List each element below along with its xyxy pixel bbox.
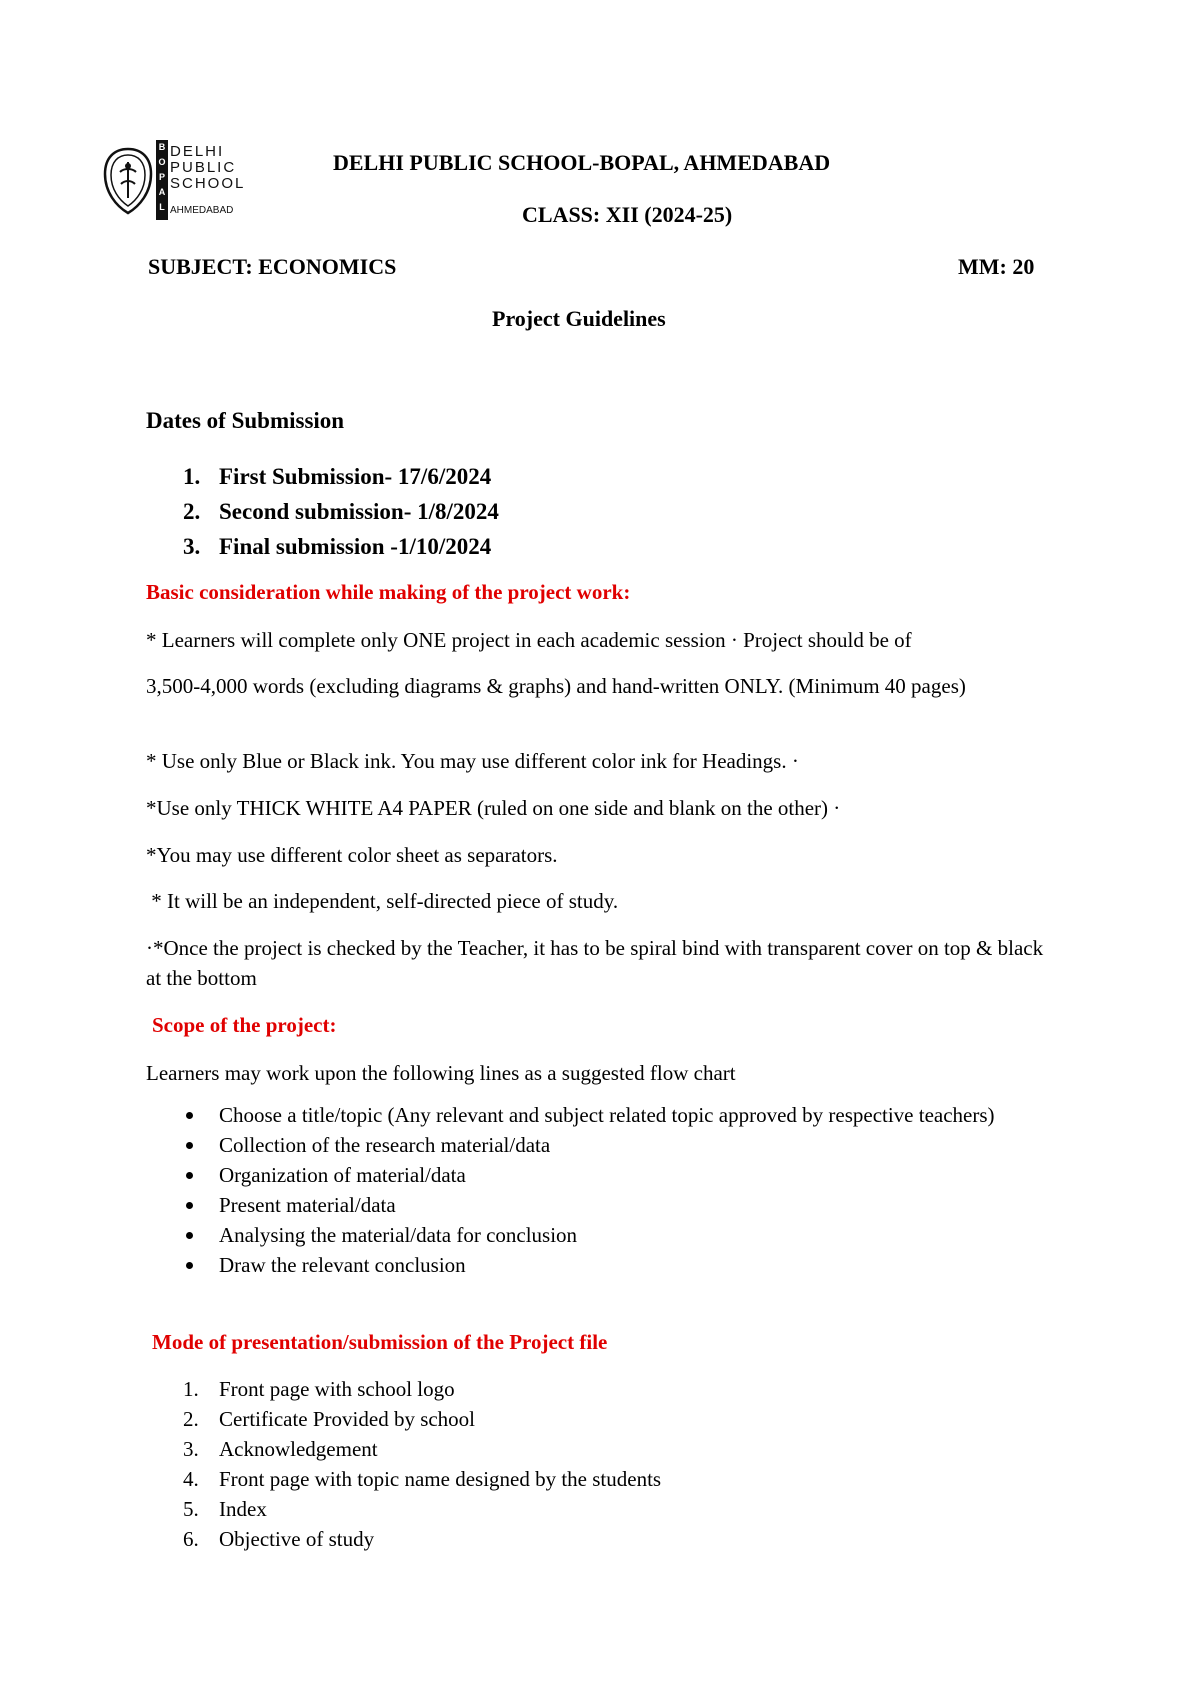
list-item: Present material/data [146, 1190, 1046, 1220]
list-item: 6. Objective of study [183, 1527, 375, 1551]
list-item: 4. Front page with topic name designed by the students [183, 1467, 662, 1491]
logo-vertical-band: B O P A L [156, 140, 168, 220]
list-item: 1. Front page with school logo [183, 1377, 455, 1401]
paragraph: 3,500-4,000 words (excluding diagrams & graphs) and hand-written ONLY. (Minimum 40 pages) [146, 674, 966, 698]
school-logo [102, 140, 246, 220]
dates-heading: Dates of Submission [146, 408, 345, 433]
list-item: 3. Final submission -1/10/2024 [183, 534, 492, 559]
paragraph: *You may use different color sheet as separators. [146, 843, 558, 867]
list-item: 2. Certificate Provided by school [183, 1407, 476, 1431]
list-item: Organization of material/data [146, 1160, 1046, 1190]
list-item: Draw the relevant conclusion [146, 1250, 1046, 1280]
list-item: 5. Index [183, 1497, 267, 1521]
subject-line: SUBJECT: ECONOMICS [148, 254, 397, 279]
bullet-icon [146, 1190, 219, 1220]
logo-city: AHMEDABAD [170, 205, 234, 216]
list-item: Collection of the research material/data [146, 1130, 1046, 1160]
logo-wordmark: DELHI PUBLIC SCHOOL [170, 143, 246, 192]
bullet-icon [146, 1100, 219, 1130]
school-name: DELHI PUBLIC SCHOOL-BOPAL, AHMEDABAD [333, 150, 831, 175]
paragraph: ·*Once the project is checked by the Teacher, it has to be spiral bind with transparent cover on top & black at the bottom [146, 936, 1044, 990]
paragraph: *Use only THICK WHITE A4 PAPER (ruled on one side and blank on the other) · [146, 796, 841, 820]
mode-heading: Mode of presentation/submission of the Project file [152, 1330, 608, 1354]
scope-list [146, 1100, 1046, 1280]
bullet-icon [146, 1250, 219, 1280]
class-line: CLASS: XII (2024-25) [522, 202, 733, 227]
basic-consideration-heading: Basic consideration while making of the project work: [146, 580, 631, 604]
list-item: 3. Acknowledgement [183, 1437, 378, 1461]
bullet-icon [146, 1160, 219, 1190]
max-marks: MM: 20 [958, 254, 1035, 279]
bullet-icon [146, 1220, 219, 1250]
mode-list [146, 1374, 661, 1554]
dates-list [146, 459, 499, 564]
school-crest-icon [102, 146, 154, 216]
paragraph: * It will be an independent, self-directed piece of study. [146, 889, 619, 913]
bullet-icon [146, 1130, 219, 1160]
list-item: 1. First Submission- 17/6/2024 [183, 464, 492, 489]
paragraph: * Learners will complete only ONE project in each academic session · Project should be of [146, 628, 912, 652]
list-item: Choose a title/topic (Any relevant and subject related topic approved by respective teachers) [146, 1100, 1046, 1130]
paragraph: * Use only Blue or Black ink. You may use different color ink for Headings. · [146, 749, 799, 773]
scope-intro: Learners may work upon the following lines as a suggested flow chart [146, 1061, 736, 1085]
scope-heading: Scope of the project: [152, 1013, 337, 1037]
page-title: Project Guidelines [492, 306, 666, 331]
list-item: 2. Second submission- 1/8/2024 [183, 499, 499, 524]
list-item: Analysing the material/data for conclusion [146, 1220, 1046, 1250]
